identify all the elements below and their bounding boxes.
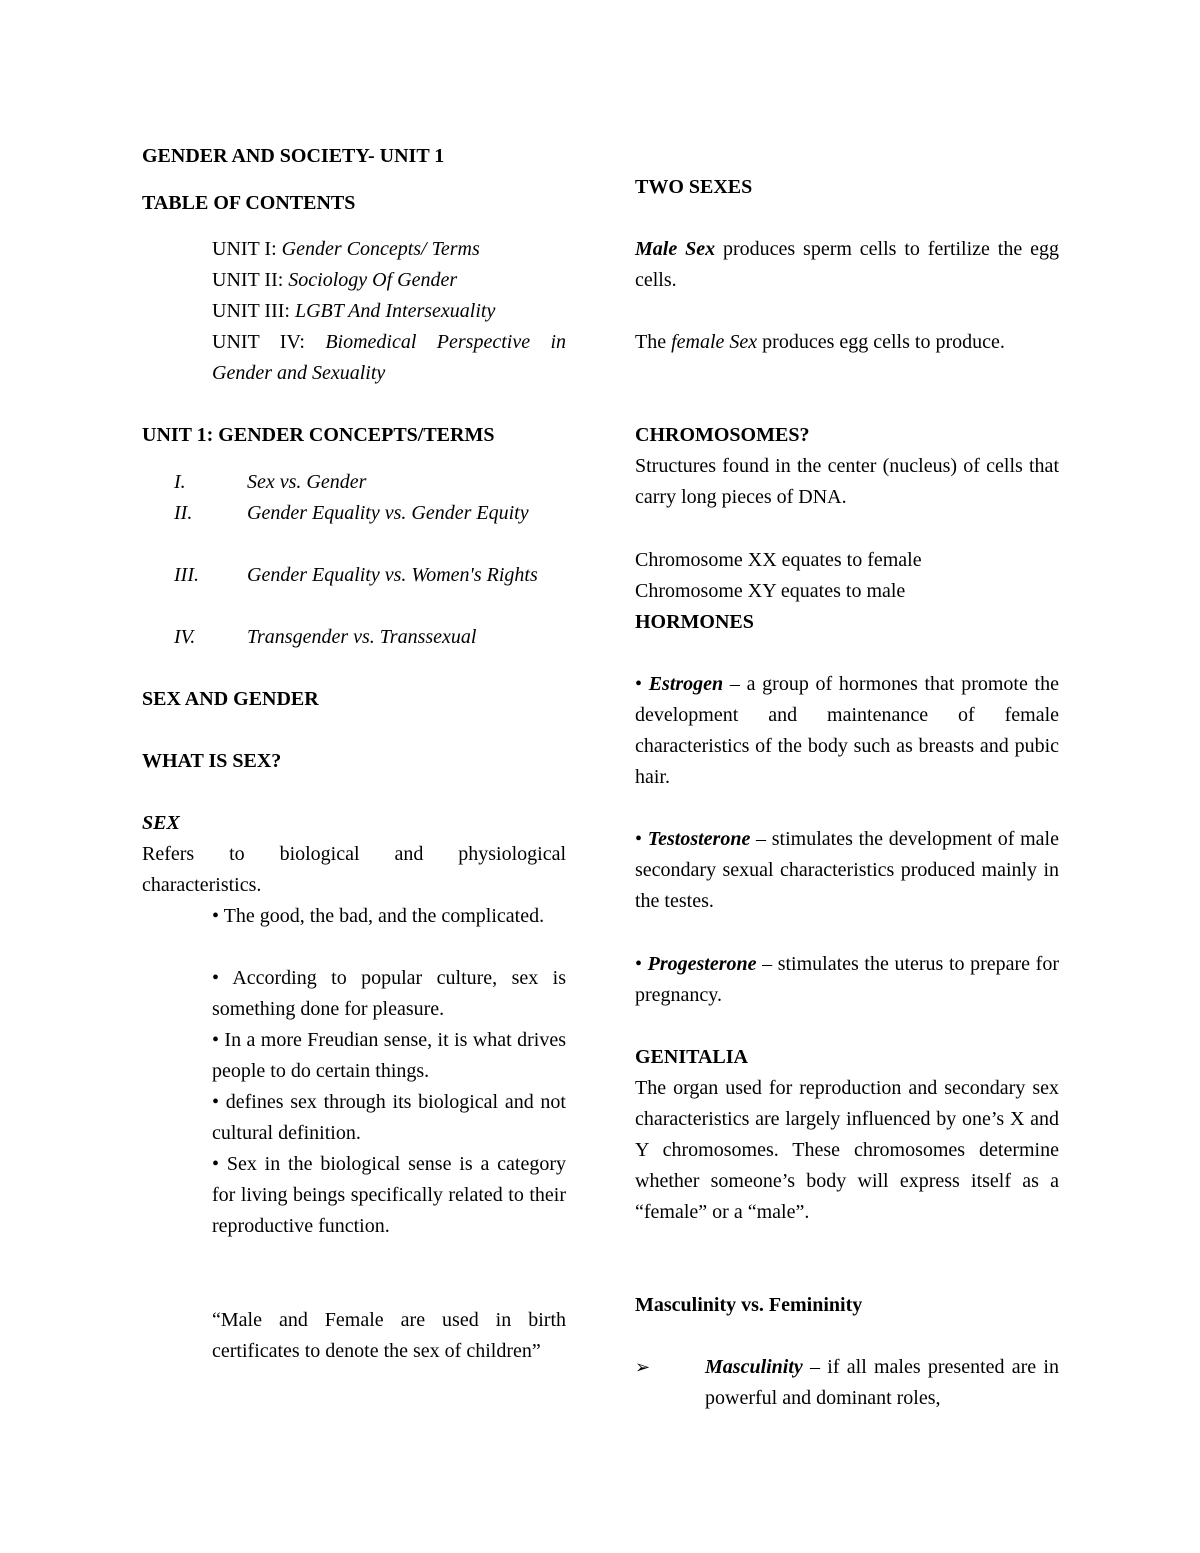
sex-bullet-1: • The good, the bad, and the complicated. — [212, 905, 545, 927]
toc-title: Sociology Of Gender — [288, 269, 458, 291]
toc-prefix: UNIT IV: — [212, 331, 326, 353]
hormone-progesterone — [635, 949, 1059, 1011]
chromosomes-text: Structures found in the center (nucleus) of cells that carry long pieces of DNA. — [635, 455, 1059, 508]
hormone-text: – stimulates the uterus to prepare for pregnancy. — [635, 953, 1059, 1006]
toc-title: Gender Concepts/ Terms — [281, 238, 480, 260]
sex-definition: Refers to biological and physiological characteristics. — [142, 843, 566, 896]
chromosomes-heading: CHROMOSOMES? — [635, 424, 810, 446]
toc-item-4 — [212, 327, 566, 389]
hormone-term: Progesterone — [647, 953, 757, 975]
female-sex-text: produces egg cells to produce. — [757, 331, 1005, 353]
outline-text: Gender Equality vs. Women's Rights — [247, 564, 538, 586]
arrow-bullet-icon: ➢ — [635, 1357, 651, 1378]
toc-item-1 — [212, 234, 566, 265]
unit-heading: UNIT 1: GENDER CONCEPTS/TERMS — [142, 424, 495, 446]
toc-item-2 — [212, 265, 566, 296]
hormone-text: – stimulates the development of male secondary sexual characteristics produced mainly in the testes. — [635, 828, 1059, 912]
hormone-term: Estrogen — [648, 673, 724, 695]
sex-bullet-5: • Sex in the biological sense is a category for living beings specifically related to their reproductive function. — [212, 1153, 566, 1237]
outline-text: Gender Equality vs. Gender Equity — [247, 502, 529, 524]
male-sex-paragraph — [635, 234, 1059, 296]
toc-heading: TABLE OF CONTENTS — [142, 192, 356, 214]
hormone-term: Testosterone — [647, 828, 751, 850]
sex-and-gender-heading: SEX AND GENDER — [142, 688, 319, 710]
female-sex-paragraph — [635, 327, 1059, 358]
female-sex-term: female Sex — [671, 331, 758, 353]
masculinity-femininity-heading: Masculinity vs. Femininity — [635, 1294, 863, 1316]
toc-prefix: UNIT III: — [212, 300, 295, 322]
birth-certificate-quote: “Male and Female are used in birth certificates to denote the sex of children” — [212, 1309, 566, 1362]
outline-text: Transgender vs. Transsexual — [247, 626, 477, 648]
document-title: GENDER AND SOCIETY- UNIT 1 — [142, 145, 445, 167]
genitalia-text: The organ used for reproduction and secondary sex characteristics are largely influenced by one’s X and Y chromosomes. These chromosomes determine whether someone’s body will express itself as a “female” or a “male”. — [635, 1077, 1059, 1223]
sex-bullet-2: • According to popular culture, sex is something done for pleasure. — [212, 967, 566, 1020]
outline-number: IV. — [174, 626, 196, 648]
chromosome-xx: Chromosome XX equates to female — [635, 549, 922, 571]
male-sex-text: produces sperm cells to fertilize the egg cells. — [635, 238, 1059, 291]
toc-item-3 — [212, 296, 566, 327]
toc-title: Biomedical Perspective in Gender and Sexuality — [212, 331, 566, 384]
sex-bullet-3: • In a more Freudian sense, it is what drives people to do certain things. — [212, 1029, 566, 1082]
outline-number: III. — [174, 564, 199, 586]
hormones-heading: HORMONES — [635, 611, 754, 633]
hormone-estrogen — [635, 669, 1059, 793]
toc-prefix: UNIT II: — [212, 269, 289, 291]
sex-label: SEX — [142, 812, 180, 834]
toc-prefix: UNIT I: — [212, 238, 282, 260]
what-is-sex-heading: WHAT IS SEX? — [142, 750, 282, 772]
female-sex-pre: The — [635, 331, 672, 353]
sex-bullet-4: • defines sex through its biological and not cultural definition. — [212, 1091, 566, 1144]
masculinity-paragraph — [705, 1352, 1059, 1414]
hormone-bullet: • — [635, 953, 648, 975]
outline-text: Sex vs. Gender — [247, 471, 367, 493]
hormone-bullet: • — [635, 828, 648, 850]
outline-number: II. — [174, 502, 193, 524]
male-sex-term: Male Sex — [635, 238, 716, 260]
two-sexes-heading: TWO SEXES — [635, 176, 753, 198]
genitalia-heading: GENITALIA — [635, 1046, 748, 1068]
masculinity-term: Masculinity — [705, 1356, 803, 1378]
masculinity-text: – if all males presented are in powerful and dominant roles, — [705, 1356, 1059, 1409]
toc-title: LGBT And Intersexuality — [294, 300, 496, 322]
hormone-testosterone — [635, 824, 1059, 917]
hormone-bullet: • — [635, 673, 649, 695]
outline-number: I. — [174, 471, 186, 493]
hormone-text: – a group of hormones that promote the development and maintenance of female characteristics of the body such as breasts and pubic hair. — [635, 673, 1059, 788]
chromosome-xy: Chromosome XY equates to male — [635, 580, 906, 602]
